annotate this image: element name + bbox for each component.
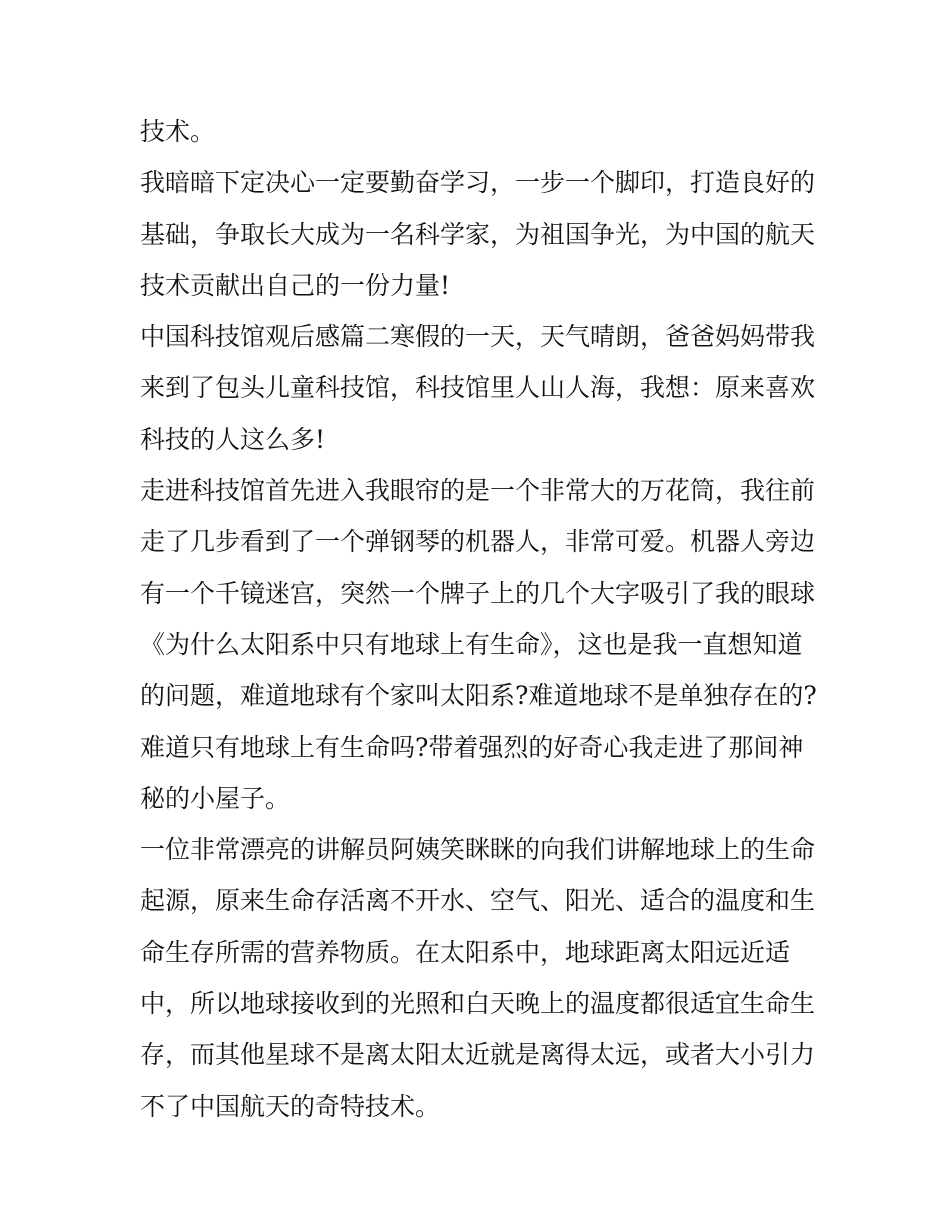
text-line: 基础，争取长大成为一名科学家，为祖国争光，为中国的航天 — [140, 219, 816, 249]
text-line: 走进科技馆首先进入我眼帘的是一个非常大的万花筒，我往前 — [140, 476, 816, 506]
text-line: 的问题，难道地球有个家叫太阳系?难道地球不是单独存在的? — [140, 681, 817, 711]
text-line: 科技的人这么多! — [140, 424, 326, 454]
body-text — [140, 106, 820, 1132]
text-line: 技术。 — [140, 117, 216, 146]
text-line: 不了中国航天的奇特技术。 — [140, 1091, 441, 1121]
text-line: 一位非常漂亮的讲解员阿姨笑眯眯的向我们讲解地球上的生命 — [140, 835, 816, 865]
text-line: 起源，原来生命存活离不开水、空气、阳光、适合的温度和生 — [140, 886, 816, 916]
text-line: 技术贡献出自己的一份力量! — [140, 270, 451, 300]
text-line: 中，所以地球接收到的光照和白天晚上的温度都很适宜生命生 — [140, 989, 816, 1019]
text-line: 难道只有地球上有生命吗?带着强烈的好奇心我走进了那间神 — [140, 732, 804, 762]
text-line: 走了几步看到了一个弹钢琴的机器人，非常可爱。机器人旁边 — [140, 527, 816, 557]
text-line: 存，而其他星球不是离太阳太近就是离得太远，或者大小引力 — [140, 1040, 816, 1070]
text-line: 《为什么太阳系中只有地球上有生命》，这也是我一直想知道 — [140, 629, 803, 659]
text-line: 中国科技馆观后感篇二寒假的一天，天气晴朗，爸爸妈妈带我 — [140, 322, 816, 352]
text-line: 我暗暗下定决心一定要勤奋学习，一步一个脚印，打造良好的 — [140, 168, 816, 198]
text-line: 有一个千镜迷宫，突然一个牌子上的几个大字吸引了我的眼球 — [140, 578, 816, 608]
text-line: 来到了包头儿童科技馆，科技馆里人山人海，我想：原来喜欢 — [140, 373, 816, 403]
text-line: 命生存所需的营养物质。在太阳系中，地球距离太阳远近适 — [140, 937, 791, 967]
text-line: 秘的小屋子。 — [140, 783, 291, 813]
